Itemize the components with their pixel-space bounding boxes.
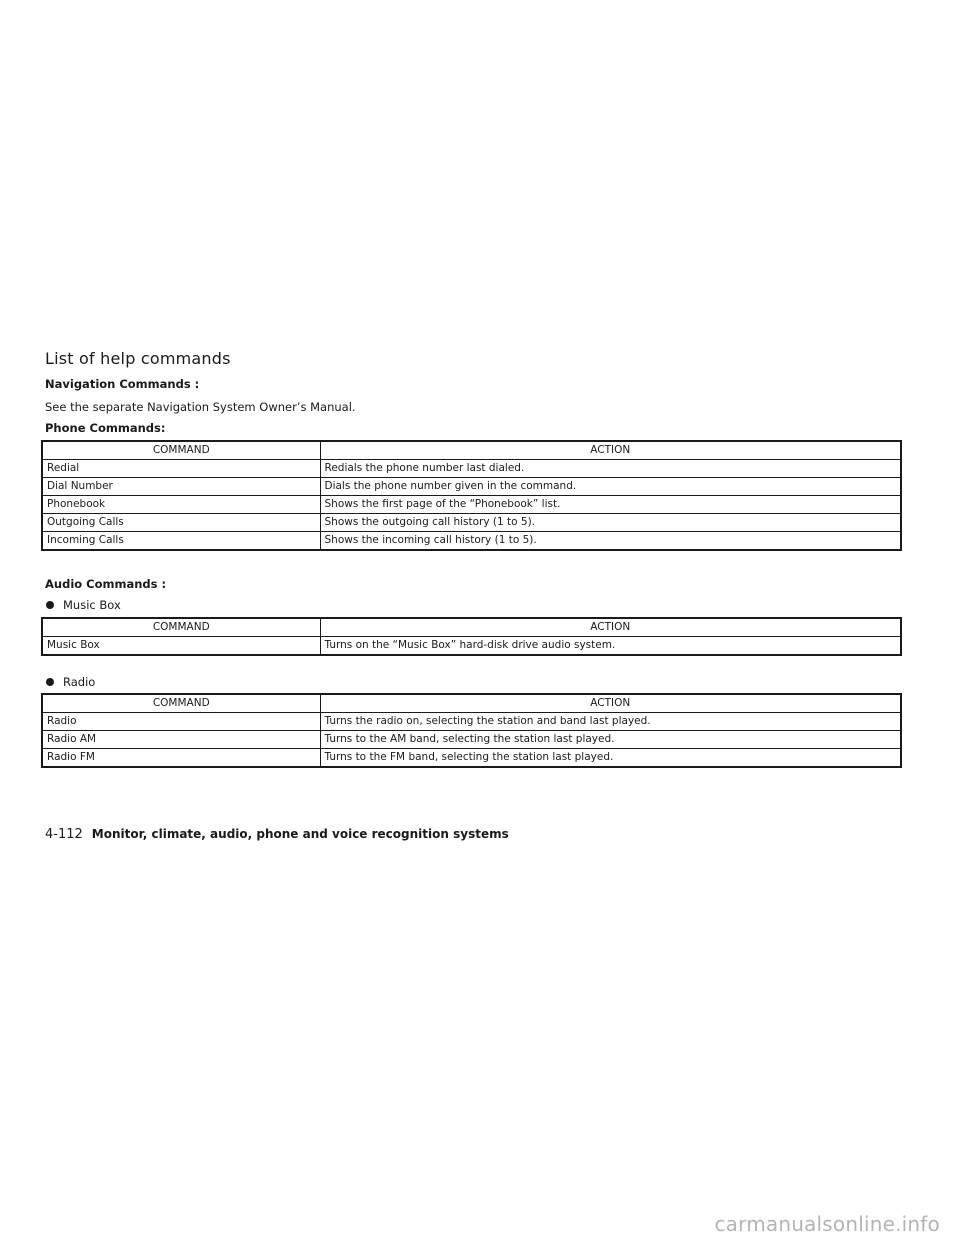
command-cell: Radio FM xyxy=(42,749,320,768)
audio-commands-heading: Audio Commands : xyxy=(45,577,167,591)
action-cell: Turns to the AM band, selecting the station last played. xyxy=(320,731,901,749)
navigation-commands-heading: Navigation Commands : xyxy=(45,377,200,391)
phone-commands-table xyxy=(41,440,902,551)
table-header-row xyxy=(42,618,901,637)
action-cell: Turns the radio on, selecting the station and band last played. xyxy=(320,713,901,731)
command-cell: Phonebook xyxy=(42,496,320,514)
action-cell: Shows the first page of the “Phonebook” list. xyxy=(320,496,901,514)
action-cell: Turns on the “Music Box” hard-disk drive audio system. xyxy=(320,637,901,656)
table-header-row xyxy=(42,441,901,460)
navigation-commands-text: See the separate Navigation System Owner’s Manual. xyxy=(45,400,356,414)
command-cell: Radio AM xyxy=(42,731,320,749)
column-header-command: COMMAND xyxy=(42,618,320,637)
phone-commands-heading: Phone Commands: xyxy=(45,421,166,435)
action-cell: Shows the outgoing call history (1 to 5). xyxy=(320,514,901,532)
watermark: carmanualsonline.info xyxy=(714,1212,940,1236)
radio-commands-table xyxy=(41,693,902,768)
page-footer xyxy=(45,827,509,842)
table-header-row xyxy=(42,694,901,713)
column-header-action: ACTION xyxy=(320,694,901,713)
command-cell: Radio xyxy=(42,713,320,731)
action-cell: Dials the phone number given in the command. xyxy=(320,478,901,496)
music-box-label: Music Box xyxy=(63,598,121,612)
table-row xyxy=(42,713,901,731)
bullet-icon xyxy=(46,678,54,686)
column-header-command: COMMAND xyxy=(42,694,320,713)
bullet-icon xyxy=(46,601,54,609)
action-cell: Turns to the FM band, selecting the station last played. xyxy=(320,749,901,768)
column-header-action: ACTION xyxy=(320,618,901,637)
radio-label: Radio xyxy=(63,675,96,689)
command-cell: Incoming Calls xyxy=(42,532,320,551)
chapter-title: Monitor, climate, audio, phone and voice recognition systems xyxy=(91,827,509,841)
table-row xyxy=(42,532,901,551)
command-cell: Outgoing Calls xyxy=(42,514,320,532)
column-header-action: ACTION xyxy=(320,441,901,460)
table-row xyxy=(42,514,901,532)
action-cell: Shows the incoming call history (1 to 5). xyxy=(320,532,901,551)
table-row xyxy=(42,460,901,478)
radio-bullet xyxy=(45,675,95,689)
command-cell: Music Box xyxy=(42,637,320,656)
table-row xyxy=(42,496,901,514)
command-cell: Dial Number xyxy=(42,478,320,496)
section-title: List of help commands xyxy=(45,349,231,368)
table-row xyxy=(42,478,901,496)
column-header-command: COMMAND xyxy=(42,441,320,460)
table-row xyxy=(42,731,901,749)
action-cell: Redials the phone number last dialed. xyxy=(320,460,901,478)
music-box-bullet xyxy=(45,598,121,612)
music-box-commands-table xyxy=(41,617,902,656)
table-row xyxy=(42,637,901,656)
table-row xyxy=(42,749,901,768)
command-cell: Redial xyxy=(42,460,320,478)
page-number: 4-112 xyxy=(45,827,83,842)
